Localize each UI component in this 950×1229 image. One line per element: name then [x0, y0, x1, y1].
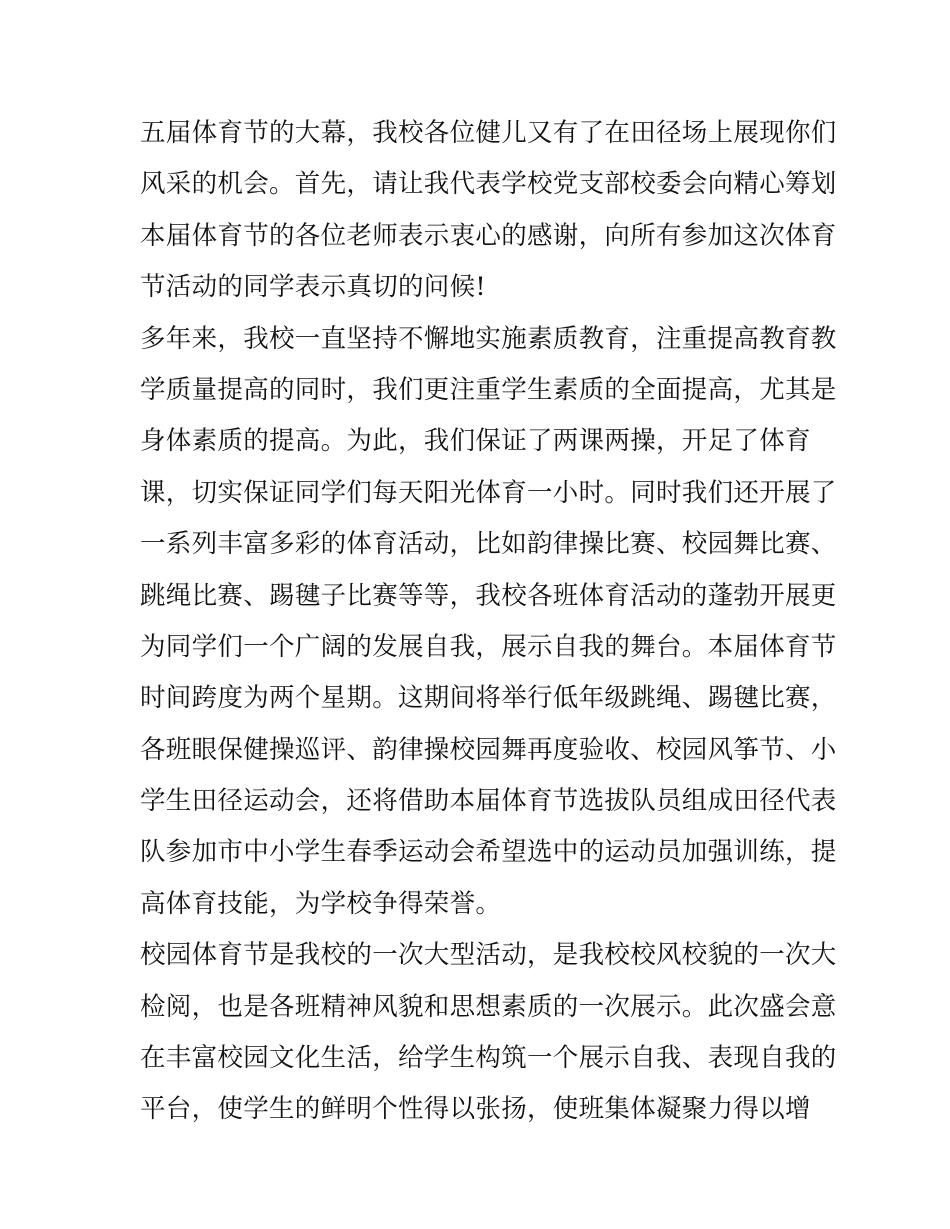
text-line: 在丰富校园文化生活，给学生构筑一个展示自我、表现自我的: [140, 1043, 837, 1074]
text-line: 为同学们一个广阔的发展自我，展示自我的舞台。本届体育节: [140, 631, 837, 662]
text-line: 学质量提高的同时，我们更注重学生素质的全面提高，尤其是: [140, 374, 837, 405]
text-line: 一系列丰富多彩的体育活动，比如韵律操比赛、校园舞比赛、: [140, 529, 837, 560]
text-line: 本届体育节的各位老师表示衷心的感谢，向所有参加这次体育: [140, 220, 837, 251]
text-line: 平台，使学生的鲜明个性得以张扬，使班集体凝聚力得以增: [140, 1094, 811, 1125]
text-line: 学生田径运动会，还将借助本届体育节选拔队员组成田径代表: [140, 786, 837, 817]
text-line: 课，切实保证同学们每天阳光体育一小时。同时我们还开展了: [140, 477, 837, 508]
text-line: 多年来，我校一直坚持不懈地实施素质教育，注重提高教育教: [140, 323, 837, 354]
text-line: 身体素质的提高。为此，我们保证了两课两操，开足了体育: [140, 426, 811, 457]
text-line: 风采的机会。首先，请让我代表学校党支部校委会向精心筹划: [140, 169, 837, 200]
text-line: 队参加市中小学生春季运动会希望选中的运动员加强训练，提: [140, 837, 837, 868]
text-line: 节活动的同学表示真切的问候!: [140, 272, 486, 303]
text-line: 各班眼保健操巡评、韵律操校园舞再度验收、校园风筝节、小: [140, 734, 837, 765]
document-body: [140, 108, 837, 1136]
text-line: 校园体育节是我校的一次大型活动，是我校校风校貌的一次大: [140, 940, 837, 971]
text-line: 时间跨度为两个星期。这期间将举行低年级跳绳、踢毽比赛，: [140, 683, 837, 714]
text-line: 跳绳比赛、踢毽子比赛等等，我校各班体育活动的蓬勃开展更: [140, 580, 837, 611]
text-line: 高体育技能，为学校争得荣誉。: [140, 888, 502, 919]
text-line: 检阅，也是各班精神风貌和思想素质的一次展示。此次盛会意: [140, 991, 837, 1022]
text-line: 五届体育节的大幕，我校各位健儿又有了在田径场上展现你们: [140, 118, 837, 148]
